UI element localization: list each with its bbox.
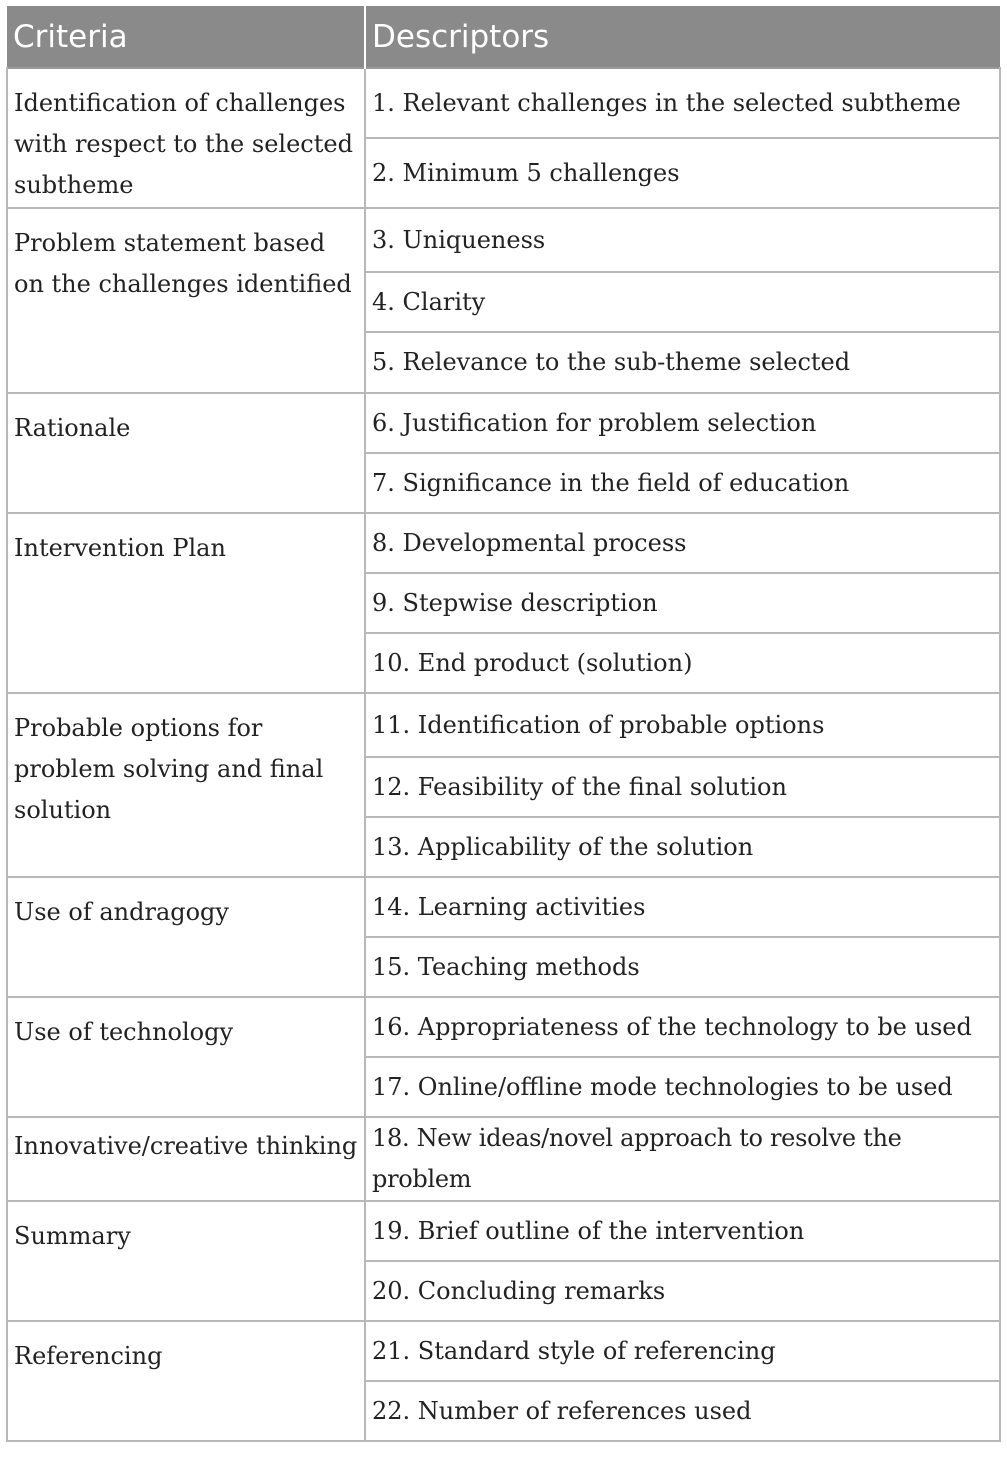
descriptor-cell: 17. Online/offline mode technologies to be used <box>365 1057 1000 1117</box>
descriptor-cell: 15. Teaching methods <box>365 937 1000 997</box>
criteria-cell: Summary <box>7 1201 365 1321</box>
descriptor-cell: 18. New ideas/novel approach to resolve the problem <box>365 1117 1000 1201</box>
descriptor-cell: 10. End product (solution) <box>365 633 1000 693</box>
descriptor-cell: 3. Uniqueness <box>365 208 1000 272</box>
criteria-cell: Rationale <box>7 393 365 513</box>
descriptor-cell: 16. Appropriateness of the technology to be used <box>365 997 1000 1057</box>
descriptor-cell: 2. Minimum 5 challenges <box>365 138 1000 208</box>
table-row <box>7 693 1000 757</box>
descriptor-cell: 7. Significance in the field of education <box>365 453 1000 513</box>
table-row <box>7 513 1000 573</box>
descriptor-cell: 8. Developmental process <box>365 513 1000 573</box>
descriptor-cell: 20. Concluding remarks <box>365 1261 1000 1321</box>
table-header <box>7 6 1000 68</box>
criteria-cell: Identification of challenges with respect to the selected subtheme <box>7 68 365 208</box>
criteria-cell: Innovative/creative thinking <box>7 1117 365 1201</box>
table-body <box>7 68 1000 1441</box>
descriptor-cell: 12. Feasibility of the final solution <box>365 757 1000 817</box>
table-row <box>7 1201 1000 1261</box>
criteria-table <box>6 6 1001 1442</box>
descriptor-cell: 22. Number of references used <box>365 1381 1000 1441</box>
table-row <box>7 68 1000 138</box>
criteria-cell: Probable options for problem solving and final solution <box>7 693 365 877</box>
descriptor-cell: 6. Justification for problem selection <box>365 393 1000 453</box>
descriptor-cell: 13. Applicability of the solution <box>365 817 1000 877</box>
descriptor-cell: 19. Brief outline of the intervention <box>365 1201 1000 1261</box>
table-row <box>7 1117 1000 1201</box>
criteria-cell: Intervention Plan <box>7 513 365 693</box>
table-row <box>7 208 1000 272</box>
descriptor-cell: 9. Stepwise description <box>365 573 1000 633</box>
table-row <box>7 997 1000 1057</box>
descriptor-cell: 21. Standard style of referencing <box>365 1321 1000 1381</box>
table-row <box>7 393 1000 453</box>
criteria-cell: Use of technology <box>7 997 365 1117</box>
descriptor-cell: 1. Relevant challenges in the selected subtheme <box>365 68 1000 138</box>
descriptor-cell: 14. Learning activities <box>365 877 1000 937</box>
header-criteria: Criteria <box>7 6 365 68</box>
header-descriptors: Descriptors <box>365 6 1000 68</box>
descriptor-cell: 11. Identification of probable options <box>365 693 1000 757</box>
descriptor-cell: 4. Clarity <box>365 272 1000 332</box>
descriptor-cell: 5. Relevance to the sub-theme selected <box>365 332 1000 393</box>
criteria-cell: Referencing <box>7 1321 365 1441</box>
table-row <box>7 1321 1000 1381</box>
criteria-cell: Use of andragogy <box>7 877 365 997</box>
table-row <box>7 877 1000 937</box>
criteria-cell: Problem statement based on the challenges identified <box>7 208 365 393</box>
